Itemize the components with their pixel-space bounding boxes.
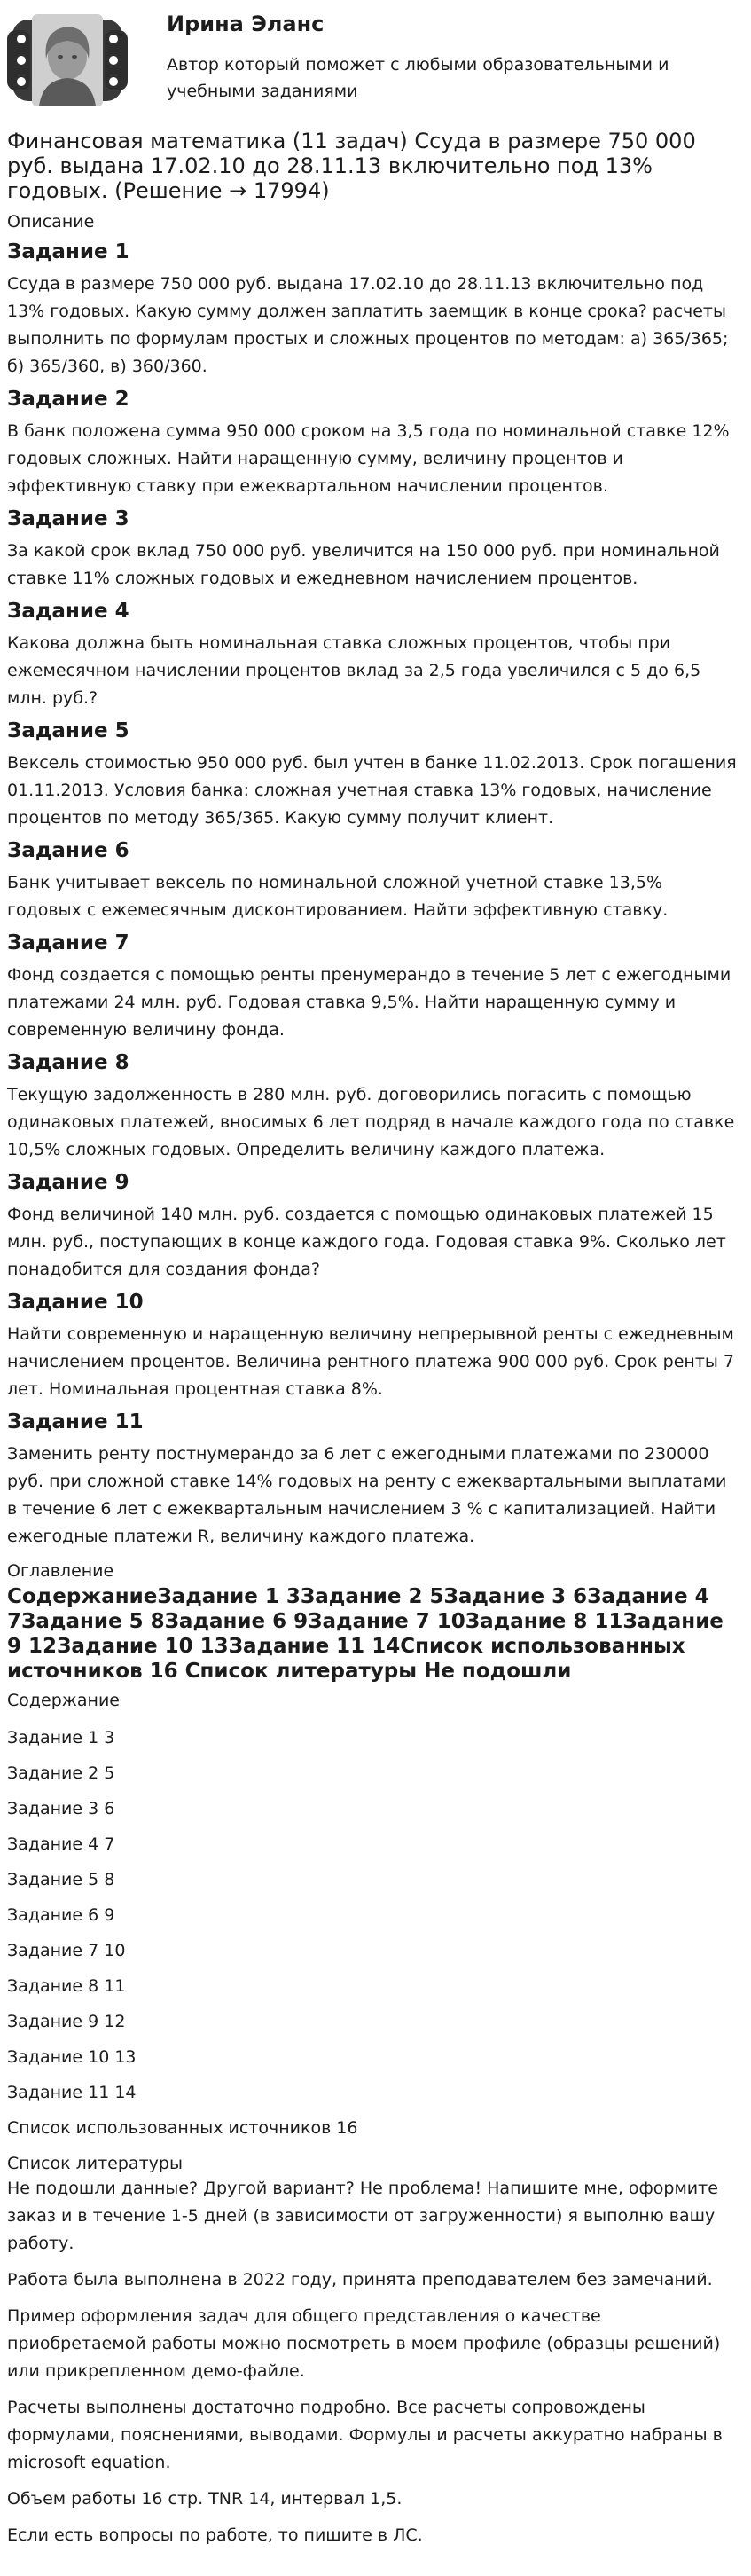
contents-label: Содержание <box>7 1691 120 1710</box>
task-title: Задание 4 <box>7 600 129 623</box>
contents-item: Задание 9 12 <box>7 2012 126 2031</box>
contents-item: Задание 7 10 <box>7 1941 126 1960</box>
task-text: За какой срок вклад 750 000 руб. увеличится на 150 000 руб. при номинальной ставке 11% сложных годовых и ежедневном начислением процентов. <box>7 541 720 588</box>
task-text: Найти современную и наращенную величину непрерывной ренты с ежедневным начислением процентов. Величина рентного платежа 900 000 руб. Срок ренты 7 лет. Номинальная процентная ставка 8%. <box>7 1324 735 1399</box>
task-text: Ссуда в размере 750 000 руб. выдана 17.02.10 до 28.11.13 включительно под 13% годовых. Какую сумму должен заплатить заемщик в конце срока? расчеты выполнить по формулам простых и сложных процентов по методам: а) 365/365; б) 365/360, в) 360/360. <box>7 274 729 376</box>
task-title: Задание 8 <box>7 1051 129 1074</box>
description-label: Описание <box>7 212 95 232</box>
note-paragraph: Пример оформления задач для общего представления о качестве приобретаемой работы можно посмотреть в моем профиле (образцы решений) или прикрепленном демо-файле. <box>7 2306 721 2381</box>
contents-item: Задание 3 6 <box>7 1799 115 1818</box>
task-text: Текущую задолженность в 280 млн. руб. договорились погасить с помощью одинаковых платежей, вносимых 6 лет подряд в начале каждого года по ставке 10,5% сложных годовых. Определить величину каждого платежа. <box>7 1085 735 1159</box>
task-text: Фонд создается с помощью ренты пренумерандо в течение 5 лет с ежегодными платежами 24 млн. руб. Годовая ставка 9,5%. Найти наращенную сумму и современную величину фонда. <box>7 965 731 1040</box>
author-avatar[interactable] <box>7 7 128 114</box>
task-title: Задание 5 <box>7 719 129 742</box>
task-title: Задание 2 <box>7 388 129 411</box>
contents-item: Задание 5 8 <box>7 1870 115 1889</box>
note-paragraph: Расчеты выполнены достаточно подробно. Все расчеты сопровождены формулами, пояснениями, выводами. Формулы и расчеты аккуратно набраны в microsoft equation. <box>7 2398 723 2472</box>
contents-item: Задание 4 7 <box>7 1834 115 1854</box>
note-paragraph: Объем работы 16 стр. TNR 14, интервал 1,5. <box>7 2489 403 2509</box>
contents-item: Задание 10 13 <box>7 2047 137 2067</box>
task-text: Фонд величиной 140 млн. руб. создается с помощью одинаковых платежей 15 млн. руб., поступающих в конце каждого года. Годовая ставка 9%. Сколько лет понадобится для создания фонда? <box>7 1205 726 1279</box>
task-title: Задание 6 <box>7 839 129 862</box>
task-title: Задание 11 <box>7 1410 144 1433</box>
author-name[interactable]: Ирина Эланс <box>167 12 325 36</box>
task-title: Задание 7 <box>7 931 129 954</box>
avatar-image-icon <box>7 7 128 114</box>
work-notes <box>7 2175 739 2549</box>
contents-item: Задание 11 14 <box>7 2083 137 2102</box>
author-info <box>167 7 699 105</box>
contents-item: Список использованных источников 16 <box>7 2118 358 2138</box>
contents-list <box>7 1726 739 2140</box>
toc-label: Оглавление <box>7 1561 114 1581</box>
toc-line: СодержаниеЗадание 1 3Задание 2 5Задание 3 6Задание 4 7Задание 5 8Задание 6 9Задание 7 10Задание 8 11Задание 9 12Задание 10 13Задание 11 14Список использованных источников 16 Список литературы Не подошли <box>7 1585 724 1683</box>
work-title: Финансовая математика (11 задач) Ссуда в размере 750 000 руб. выдана 17.02.10 до 28.11.13 включительно под 13% годовых. (Решение → 17994) <box>7 129 696 203</box>
task-list <box>7 239 739 1551</box>
task-text: Заменить ренту постнумерандо за 6 лет с ежегодными платежами по 230000 руб. при сложной ставке 14% годовых на ренту с ежеквартальными выплатами в течение 6 лет с ежеквартальным начислением 3 % с капитализацией. Найти ежегодные платежи R, величину каждого платежа. <box>7 1444 727 1546</box>
literature-label: Список литературы <box>7 2154 183 2173</box>
note-paragraph: Не подошли данные? Другой вариант? Не проблема! Напишите мне, оформите заказ и в течение 1-5 дней (в зависимости от загруженности) я выполню вашу работу. <box>7 2179 718 2253</box>
contents-item: Задание 2 5 <box>7 1763 115 1783</box>
author-description: Автор который поможет с любыми образовательными и учебными заданиями <box>167 55 669 101</box>
task-text: Какова должна быть номинальная ставка сложных процентов, чтобы при ежемесячном начислении процентов вклад за 2,5 года увеличился с 5 до 6,5 млн. руб.? <box>7 633 701 708</box>
contents-item: Задание 6 9 <box>7 1905 115 1925</box>
task-text: Вексель стоимостью 950 000 руб. был учтен в банке 11.02.2013. Срок погашения 01.11.2013. Условия банка: сложная учетная ставка 13% годовых, начисление процентов по методу 365/365. Какую сумму получит клиент. <box>7 753 737 828</box>
task-text: В банк положена сумма 950 000 сроком на 3,5 года по номинальной ставке 12% годовых сложных. Найти наращенную сумму, величину процентов и эффективную ставку при ежеквартальном начислении процентов. <box>7 421 730 496</box>
task-title: Задание 1 <box>7 240 129 263</box>
note-paragraph: Если есть вопросы по работе, то пишите в ЛС. <box>7 2525 423 2545</box>
note-paragraph: Работа была выполнена в 2022 году, принята преподавателем без замечаний. <box>7 2270 713 2289</box>
contents-item: Задание 1 3 <box>7 1728 115 1747</box>
contents-item: Задание 8 11 <box>7 1976 126 1996</box>
task-title: Задание 3 <box>7 507 129 530</box>
task-title: Задание 9 <box>7 1171 129 1194</box>
task-text: Банк учитывает вексель по номинальной сложной учетной ставке 13,5% годовых с ежемесячным дисконтированием. Найти эффективную ставку. <box>7 873 669 920</box>
author-card <box>7 0 739 129</box>
task-title: Задание 10 <box>7 1291 144 1314</box>
